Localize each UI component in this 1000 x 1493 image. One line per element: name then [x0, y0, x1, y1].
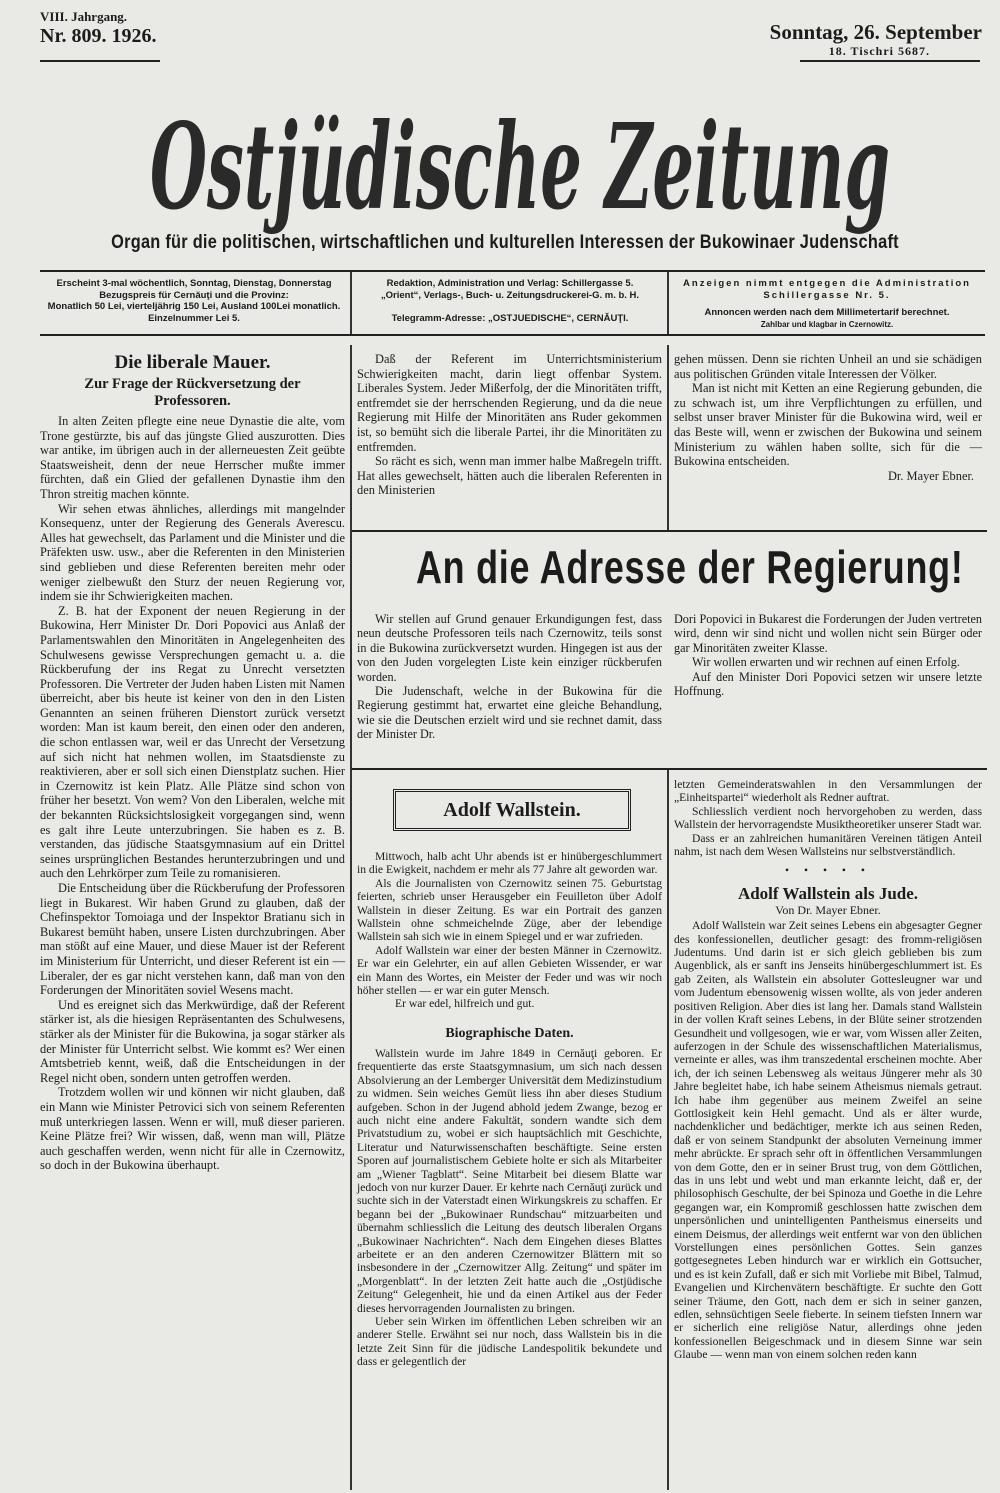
- paragraph: Ueber sein Wirken im öffentlichen Leben schreiben wir an anderer Stelle. Erwähnt sei nur noch, dass Wallstein bis in die letzte Zeit Sinn für die jüdische Landespolitik bekundete und dass er gelegentlich der: [357, 1315, 662, 1369]
- bio-title: Biographische Daten.: [445, 1025, 574, 1041]
- banner-title: An die Adresse der Regierung!: [415, 541, 964, 593]
- article-author: Dr. Mayer Ebner.: [887, 468, 974, 483]
- info-advertising: Anzeigen nimmt entgegen die Administration Schillergasse Nr. 5. Annoncen werden nach dem Millimetertarif berechnet. Zahlbar und klagbar in Czernowitz.: [683, 278, 971, 329]
- paragraph: gehen müssen. Denn sie richten Unheil an und sie schädigen aus politischen Gründen vitale Interessen der Völker.: [674, 352, 982, 381]
- article-wallstein-cont: [674, 778, 982, 1362]
- paragraph: Dori Popovici in Bukarest die Forderungen der Juden vertreten wird, denn wir sind nicht und wollen nicht sein Bürger oder gar Minoritäten zweiter Klasse.: [674, 612, 982, 655]
- paragraph: Und es ereignet sich das Merkwürdige, daß der Referent stärker ist, als die hiesigen Repräsentanten des Schulwesens, stärker als der Minister für die Bukowina, ja sogar stärker als der Minister für Unterricht selbst. Wie kommt es? Wer einen Amtsbetrieb kennt, weiß, daß die Entscheidungen in der Regel nicht oben, sondern unten getroffen werden.: [40, 997, 345, 1085]
- paragraph: Adolf Wallstein war Zeit seines Lebens ein abgesagter Gegner des konfessionellen, deutlicher gesagt: des fromm-religiösen Judentums. Und darin ist er sich gleich geblieben bis zum Augenblick, als er sanft ins Jenseits hinübergeschlummert ist. Es gab Zeiten, als Wallstein ein absoluter Gottesleugner war und vom Judentum ebensowenig wissen wollte, als von jeder anderen positiven Religion. Aber dies ist lang her. Damals stand Wallstein in der vollen Kraft seines Lebens, in der Blüte seiner strotzenden Gesundheit und vollgesogen, wie er war, vom Wissen aller Zeiten, auferzogen in der Schule des wissenschaftlichen Materialismus, verneinte er alles, was ihm transzedental erscheinen mochte. Aber ich, der ich seinen Lebensweg als weitaus Jüngerer mehr als 30 Jahre begleitet habe, ich habe seinem Atheismus niemals getraut. Ich habe ihm gegenüber aus meinem Zweifel an seine Gottlosigkeit kein Hehl gemacht. Und als er älter wurde, nachdenklicher und bedächtiger, merkte ich aus seinen Reden, daß er von seinem Standpunkt der absoluten Verneinung immer mehr abrückte. Er sprach sehr oft in öffentlichen Versammlungen von dem Gotte, den er in seiner Brust trug, von dem Göttlichen, das in uns lebt und webt und man erkannte leicht, daß er, der philosophisch Geschulte, der bei Spinoza und Goethe in die Lehre gegangen war, ein Kompromiß geschlossen hatte zwischen dem unpersönlichen und unintelligenten Pantheismus einerseits und einem Deismus, der allerdings weit entfernt war von den üblichen Vorstellungen eines persönlichen Gottes. Sein ganzes gottgesegnetes Leben hindurch war er wirklich ein Gottsucher, und es ist kein Zufall, daß er sich mit Vorliebe mit Bibel, Talmud, Evangelien und Kirchenvätern beschäftigte. Er suchte den Gott seiner Träume, den Gott, nach dem er sich in seiner ganzen, edlen, sehnsüchtigen Seele fieberte. In seinem tiefsten Innern war er sicherlich eine religiöse Natur, allerdings ohne jeden konfessionellen Beigeschmack und in diesem Sinne war sein Glaube — wenn man von einem solchen reden kann: [674, 919, 982, 1362]
- banner-right-text: [674, 612, 982, 698]
- info-subscription: Erscheint 3-mal wöchentlich, Sonntag, Dienstag, Donnerstag Bezugspreis für Cernăuţi und die Provinz: Monatlich 50 Lei, vierteljährig 150 Lei, Ausland 100Lei monatlich. Einzelnummer Lei 5.: [47, 278, 341, 324]
- jude-author: Von Dr. Mayer Ebner.: [775, 902, 881, 917]
- paragraph: Die Judenschaft, welche in der Bukowina für die Regierung gestimmt hat, erwartet eine gleiche Behandlung, wie sie die Deutschen erzielt wird und sie rechnet damit, dass der Minister Dr.: [357, 684, 662, 742]
- article-wallstein: [357, 850, 662, 1369]
- paragraph: letzten Gemeinderatswahlen in den Versammlungen der „Einheitspartei“ wiederholt als Redner auftrat.: [674, 778, 982, 805]
- paragraph: In alten Zeiten pflegte eine neue Dynastie die alte, vom Trone gestürzte, bis auf das jüngste Glied auszurotten. Dies war antike, im übrigen auch in der allerneuesten Zeit geübte Staatsweisheit, denn der neue Herrscher mußte immer fürchten, daß ein Glied der gefallenen Dynastie ihm den Thron streitig machen könnte.: [40, 414, 345, 501]
- issue-date: Sonntag, 26. September: [769, 20, 982, 44]
- paragraph: Wir wollen erwarten und wir rechnen auf einen Erfolg.: [692, 655, 960, 670]
- article-liberale-mauer-cont: [357, 352, 662, 498]
- paragraph: Z. B. hat der Exponent der neuen Regierung in der Bukowina, Herr Minister Dr. Dori Popovici aus Anlaß der Parlamentswahlen den Minoritäten in Angelegenheiten des Schulwesens gewisse Versprechungen gemacht u. a. die Rückberufung der ins Regat zu Unrecht versetzten Professoren. Die Vertreter der Juden haben Listen mit Namen überreicht, aber bis heute ist keiner von den in den Listen Genannten an seinen früheren Dienstort zurück versetzt worden: Man ist kaum bereit, den einen oder den anderen, die schon entlassen war, weil er das Unrecht der Versetzung auf sich nicht hat nehmen wollen, im Staatsdienste zu reaktivieren, aber er soll sich einen Dienstplatz suchen. Hier in Czernowitz ist kein Platz. Alle Plätze sind schon von früher her besetzt. Von wem? Von den Liberalen, welche mit der bekannten Rücksichtslosigkeit vorgegangen sind, wenn es galt ihre Leute unterzubringen. Sie haben es z. B. verstanden, das jüdische Staatsgymnasium auf ein Drittel seines ursprünglichen Bestandes herunterzubringen und und auch den Lehrkörper zum Teile zu romanisieren.: [40, 603, 345, 881]
- wallstein-title: Adolf Wallstein.: [443, 799, 581, 821]
- issue-number: Nr. 809. 1926.: [40, 25, 157, 47]
- paragraph: Adolf Wallstein war einer der besten Männer in Czernowitz. Er war ein Gelehrter, ein auf allen Gebieten Wissender, er war ein Mann des Wortes, ein Meister der Feder und was wir noch höher stellen — er war ein guter Mensch.: [357, 943, 662, 998]
- masthead-title: [140, 68, 900, 243]
- paragraph: Wir sehen etwas ähnliches, allerdings mit mangelnder Konsequenz, unter der Regierung des Generals Averescu. Alles hat gewechselt, das Parlament und die Minister und die Präfekten usw. usw., aber die Referenten in den Ministerien sind geblieben und diese Referenten bereiten mehr oder weniger zielbewußt den Sturz der neuen Regierung vor, indem sie ihr Schwierigkeiten machen.: [40, 501, 345, 604]
- paragraph: Man ist nicht mit Ketten an eine Regierung gebunden, die zu schwach ist, um ihre Verpflichtungen zu erfüllen, und selbst unser braver Minister für die Bukowina wird, weil er das Beste will, wenn er zwischen der Bukowina und seinem Ministerium zu wählen haben sollte, sich für die — Bukowina entscheiden.: [674, 381, 982, 469]
- paragraph: Als die Journalisten von Czernowitz seinen 75. Geburtstag feierten, schrieb unser Herausgeber ein Feuilleton über Adolf Wallstein in dieser Zeitung. Es war ein Portrait des ganzen Wallstein ohne schmeichelnde Züge, aber der lebendige Wallstein sah sich wie in einem Spiegel und er war zufrieden.: [357, 876, 662, 944]
- paragraph: Auf den Minister Dori Popovici setzen wir unsere letzte Hoffnung.: [674, 669, 982, 699]
- info-editorial: Redaktion, Administration und Verlag: Schillergasse 5. „Orient“, Verlags-, Buch- u. Zeitungsdruckerei-G. m. b. H. Telegramm-Adresse: „OSTJUEDISCHE“, CERNĂUŢI.: [380, 278, 640, 324]
- paragraph: Trotzdem wollen wir und können wir nicht glauben, daß ein Mann wie Minister Petrovici sich von seinem Referenten muß unterkriegen lassen. Wenn er will, muß dieser parieren. Keine Plätze frei? Wir wissen, daß, wenn man will, Plätze auch geschaffen werden, wenn nicht für alle in Czernowitz, so doch in der Bukowina überhaupt.: [40, 1085, 345, 1173]
- masthead-subtitle: Organ für die politischen, wirtschaftlichen und kulturellen Interessen der Bukowinaer Judenschaft: [111, 232, 899, 253]
- paragraph: Er war edel, hilfreich und gut.: [395, 997, 535, 1011]
- article-title: Die liberale Mauer.: [114, 352, 271, 373]
- paragraph: Wir stellen auf Grund genauer Erkundigungen fest, dass neun deutsche Professoren teils nach Czernowitz, teils sonst in die Bukowina zurückversetzt wurden. Hingegen ist aus der von den Juden vorgelegten Liste kein einziger rückberufen worden.: [357, 612, 662, 684]
- paragraph: Die Entscheidung über die Rückberufung der Professoren liegt in Bukarest. Wir haben Grund zu glauben, daß der Chefinspektor Tomoiaga und der Inspektor Bratianu sich in Bukarest bemüht haben, unsere Listen durchzubringen. Aber man stößt auf eine Mauer, und diese Mauer ist der Referent im Ministerium für Unterricht, und dieser Referent ist ein — Liberaler, der es gar nicht verstehen kann, daß man von den Forderungen der Minoritäten soviel Wesens macht.: [40, 881, 345, 998]
- paragraph: Daß der Referent im Unterrichtsministerium Schwierigkeiten macht, darin liegt offenbar System. Liberales System. Jeder Mißerfolg, der die Minoritäten trifft, entfremdet sie der herrschenden Regierung, und da die neue Regierung mit Hilfe der Minoritäten ans Ruder gekommen ist, so bemüht sich die liberale Partei, ihr die Minoritäten zu entfremden.: [357, 352, 662, 454]
- jude-title: Adolf Wallstein als Jude.: [737, 883, 919, 903]
- hebrew-date: 18. Tischri 5687.: [828, 44, 930, 58]
- article-subtitle: Zur Frage der Rückversetzung der Professoren.: [84, 376, 301, 409]
- masthead-text: Ostjüdische Zeitung: [150, 97, 890, 236]
- paragraph: So rächt es sich, wenn man immer halbe Maßregeln trifft. Hat alles gewechselt, hätten auch die liberalen Referenten in den Ministerien: [357, 454, 662, 498]
- wallstein-title-box: [393, 789, 631, 831]
- article-liberale-mauer: [40, 352, 345, 1173]
- paragraph: Wallstein wurde im Jahre 1849 in Cernăuţi geboren. Er frequentierte das erste Staatsgymnasium, um sich nach dessen Absolvierung an der Lemberger Universität dem Medizinstudium zu widmen. Sein weiches Gemüt liess ihn aber dieses Studium aufgeben. Schon in der Jugend abhold jedem Zwange, bezog er auch nicht eine andere Fakultät, sondern wandte sich dem Privatstudium zu, wobei er sich hauptsächlich mit Geschichte, Literatur und Naturwissenschaften beschäftigte. Seine ersten Sporen auf journalistischem Gebiete holte er sich als Mitarbeiter am „Wiener Tagblatt“. Seine Mitarbeit bei diesem Blatte war jedoch von nur kurzer Dauer. Er kehrte nach Cernăuţi zurück und suchte sich in der Vaterstadt einen Wirkungskreis zu schaffen. Er begann bei der „Bukowinaer Rundschau“ mitzuarbeiten und übernahm schliesslich die Leitung des deutsch liberalen Organs „Bukowinaer Nachrichten“. Nach dem Eingehen dieses Blattes arbeitete er an den anderen Czernowitzer Blättern mit so insbesondere in der „Czernowitzer Allg. Zeitung“ und später im „Morgenblatt“. In der letzten Zeit hatte auch die „Ostjüdische Zeitung“ Gelegenheit, hie und da einen Artikel aus der Feder dieses hervorragenden Journalisten zu bringen.: [357, 1046, 662, 1315]
- separator-dots: • • • • •: [785, 864, 871, 878]
- banner-left-text: [357, 612, 662, 742]
- paragraph: Dass er an zahlreichen humanitären Vereinen tätigen Anteil nahm, ist nach dem Wesen Wallsteins nur selbstverständlich.: [674, 831, 982, 859]
- paragraph: Mittwoch, halb acht Uhr abends ist er hinübergeschlummert in die Ewigkeit, nachdem er mehr als 77 Jahre alt geworden war.: [357, 850, 662, 877]
- article-liberale-mauer-end: [674, 352, 982, 483]
- paragraph: Schliesslich verdient noch hervorgehoben zu werden, dass Wallstein der hervorragendste Musiktheoretiker unserer Stadt war.: [674, 804, 982, 832]
- jahrgang: VIII. Jahrgang.: [40, 9, 128, 24]
